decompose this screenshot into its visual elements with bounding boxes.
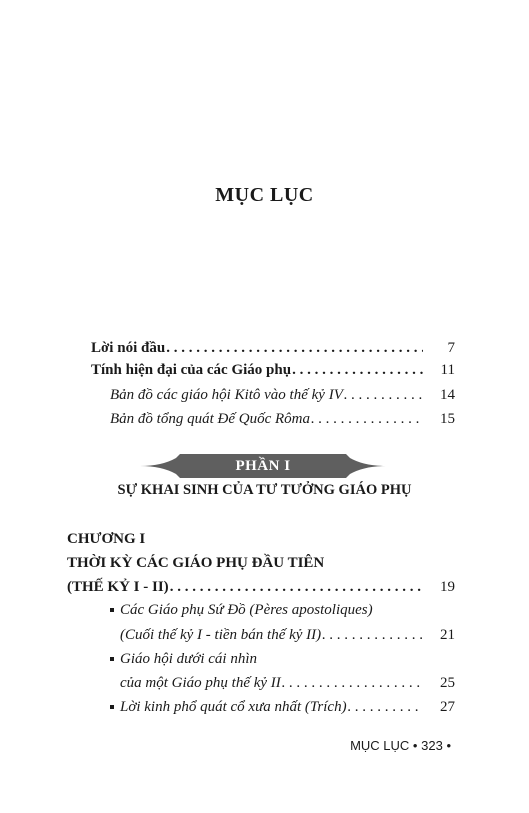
toc-entry-page: 15 bbox=[440, 411, 455, 427]
dot-leader bbox=[310, 408, 423, 430]
toc-entry-label: Tính hiện đại của các Giáo phụ bbox=[91, 362, 292, 378]
dot-leader bbox=[281, 672, 423, 694]
dot-leader bbox=[321, 624, 423, 646]
toc-entry-label: của một Giáo phụ thế kỷ II bbox=[120, 675, 281, 691]
footer-separator: • bbox=[446, 738, 451, 753]
toc-entry-label: Bản đồ tổng quát Đế Quốc Rôma bbox=[110, 411, 310, 427]
toc-entry-modernity[interactable] bbox=[91, 359, 455, 381]
toc-entry-apostolic-fathers[interactable] bbox=[120, 624, 455, 646]
page-title: MỤC LỤC bbox=[215, 184, 314, 206]
toc-entry-chapter-1[interactable] bbox=[67, 576, 455, 598]
dot-leader bbox=[347, 696, 423, 718]
page-footer bbox=[350, 738, 451, 753]
toc-entry-universal-prayer[interactable] bbox=[120, 696, 455, 718]
bullet-icon bbox=[110, 705, 114, 709]
toc-entry-map-churches[interactable] bbox=[110, 384, 455, 406]
part-banner bbox=[140, 452, 386, 480]
bullet-icon bbox=[110, 657, 114, 661]
toc-entry-page: 19 bbox=[440, 579, 455, 595]
toc-entry-map-empire[interactable] bbox=[110, 408, 455, 430]
toc-item-line: Các Giáo phụ Sứ Đồ (Pères apostoliques) bbox=[120, 602, 373, 618]
toc-entry-label: Lời nói đầu bbox=[91, 340, 166, 356]
toc-entry-page: 21 bbox=[440, 627, 455, 643]
part-banner-label: PHẦN I bbox=[235, 458, 291, 474]
toc-entry-page: 25 bbox=[440, 675, 455, 691]
chapter-label: CHƯƠNG I bbox=[67, 531, 146, 547]
toc-entry-label: Bản đồ các giáo hội Kitô vào thế kỷ IV bbox=[110, 387, 343, 403]
toc-entry-label: (Cuối thế kỷ I - tiền bán thế kỷ II) bbox=[120, 627, 322, 643]
toc-entry-church-view[interactable] bbox=[120, 672, 455, 694]
bullet-icon bbox=[110, 608, 114, 612]
running-head: MỤC LỤC bbox=[350, 738, 410, 753]
toc-entry-page: 14 bbox=[440, 387, 455, 403]
page-number: 323 bbox=[421, 738, 443, 753]
dot-leader bbox=[291, 359, 423, 381]
dot-leader bbox=[343, 384, 423, 406]
toc-entry-page: 11 bbox=[440, 362, 455, 378]
toc-entry-preface[interactable] bbox=[91, 337, 455, 359]
dot-leader bbox=[165, 337, 423, 359]
toc-entry-page: 27 bbox=[440, 699, 455, 715]
dot-leader bbox=[169, 576, 423, 598]
part-title: SỰ KHAI SINH CỦA TƯ TƯỞNG GIÁO PHỤ bbox=[117, 482, 412, 498]
toc-item-line: Giáo hội dưới cái nhìn bbox=[120, 651, 258, 667]
toc-entry-label: Lời kinh phổ quát cổ xưa nhất (Trích) bbox=[120, 699, 347, 715]
chapter-title: THỜI KỲ CÁC GIÁO PHỤ ĐẦU TIÊN bbox=[67, 555, 325, 571]
toc-entry-label: (THẾ KỶ I - II) bbox=[67, 579, 169, 595]
toc-entry-page: 7 bbox=[447, 340, 455, 356]
footer-separator: • bbox=[412, 738, 418, 753]
